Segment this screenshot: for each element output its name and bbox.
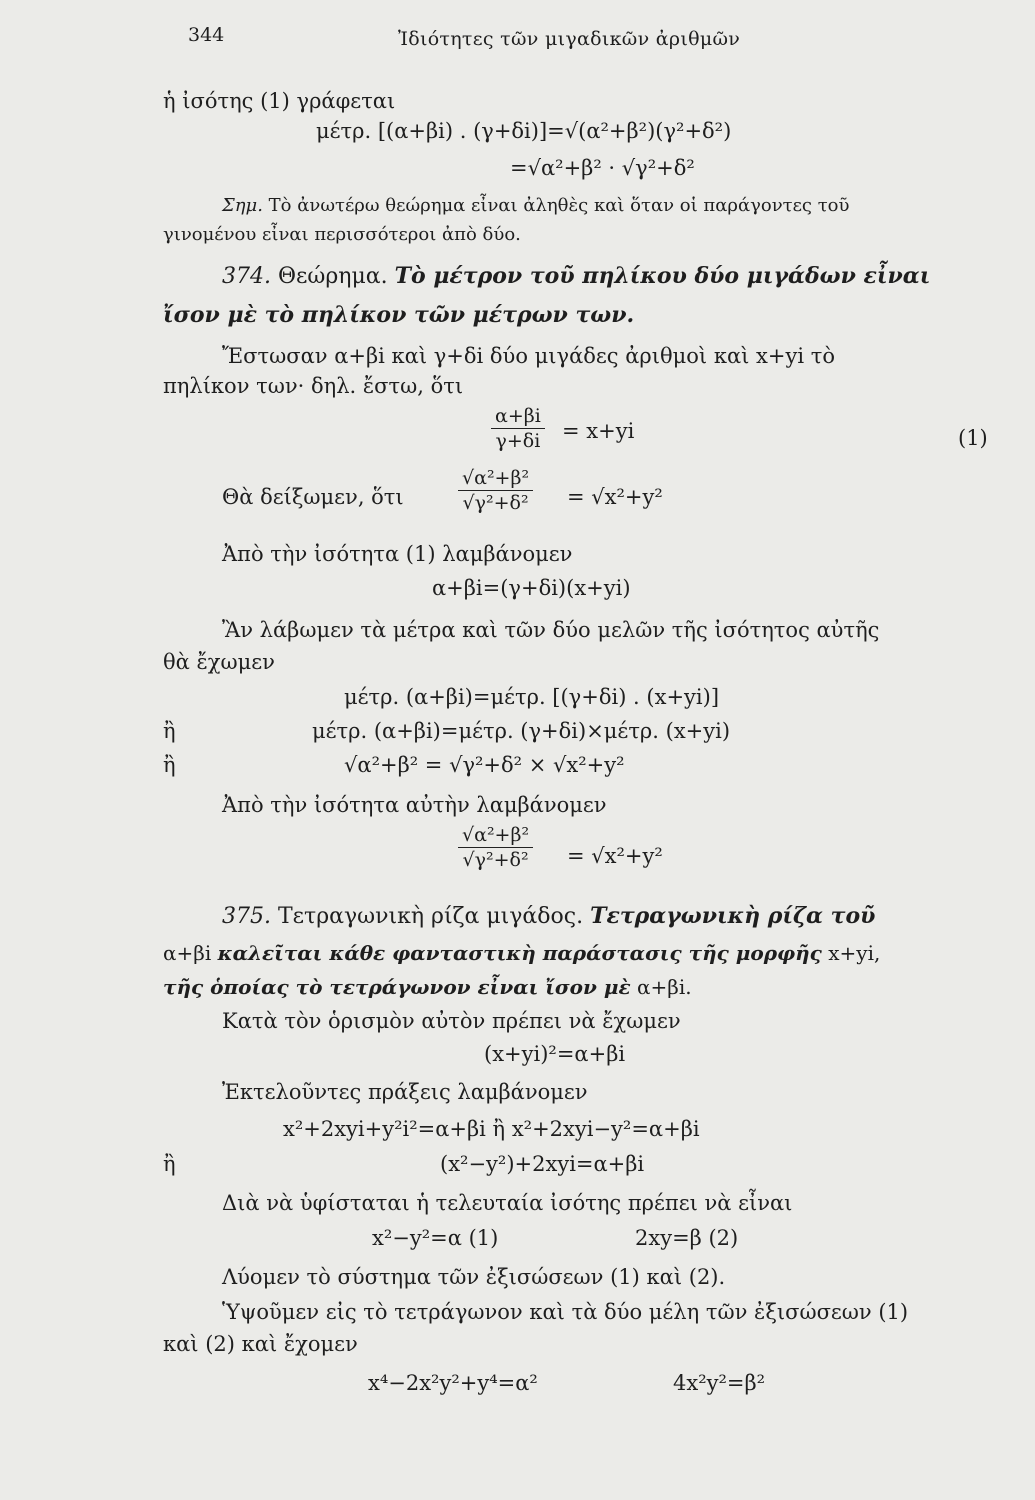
text-line: Ἀπὸ τὴν ἰσότητα αὐτὴν λαμβάνομεν xyxy=(222,793,607,817)
math-expression: α+βi xyxy=(163,941,212,965)
section-number: 375. xyxy=(222,904,271,929)
text-line: καὶ (2) καὶ ἔχομεν xyxy=(163,1332,358,1356)
numerator: √α²+β² xyxy=(458,466,533,491)
equation: μέτρ. (α+βi)=μέτρ. [(γ+δi) . (x+yi)] xyxy=(344,685,720,709)
equation: = √x²+y² xyxy=(567,485,663,509)
math-expression: x+yi, xyxy=(828,941,881,965)
text-line: Θὰ δείξωμεν, ὅτι xyxy=(222,485,404,509)
section-number: 374. xyxy=(222,264,271,289)
definition-line xyxy=(163,974,692,1000)
connective: ἢ xyxy=(163,1152,176,1176)
definition: τῆς ὁποίας τὸ τετράγωνον εἶναι ἴσον μὲ xyxy=(163,975,631,999)
text-line: Ἂν λάβωμεν τὰ μέτρα καὶ τῶν δύο μελῶν τῆς ἰσότητος αὐτῆς xyxy=(222,618,880,642)
equation: = x+yi xyxy=(562,419,635,443)
fraction xyxy=(458,466,533,515)
text-line: Διὰ νὰ ὑφίσταται ἡ τελευταία ἰσότης πρέπει νὰ εἶναι xyxy=(222,1191,793,1215)
note-text: γινομένου εἶναι περισσότεροι ἀπὸ δύο. xyxy=(163,224,521,245)
definition-line xyxy=(163,940,880,966)
section-374-heading xyxy=(222,263,930,290)
equation: (x²−y²)+2xyi=α+βi xyxy=(440,1152,645,1176)
text-line: ἡ ἰσότης (1) γράφεται xyxy=(163,89,396,113)
numerator: √α²+β² xyxy=(458,823,533,848)
definition: Τετραγωνικὴ ρίζα τοῦ xyxy=(590,903,876,929)
theorem-statement: ἴσον μὲ τὸ πηλίκον τῶν μέτρων των. xyxy=(163,302,635,328)
definition: καλεῖται κάθε φανταστικὴ παράστασις τῆς μορφῆς xyxy=(217,941,822,965)
section-title: Θεώρημα. xyxy=(277,264,388,289)
text-line: θὰ ἔχωμεν xyxy=(163,650,275,674)
equation: x⁴−2x²y²+y⁴=α² xyxy=(368,1371,538,1395)
denominator: √γ²+δ² xyxy=(462,849,529,871)
text-line: Ἔστωσαν α+βi καὶ γ+δi δύο μιγάδες ἀριθμοὶ καὶ x+yi τὸ xyxy=(222,344,835,368)
note xyxy=(222,193,849,219)
equation: α+βi=(γ+δi)(x+yi) xyxy=(432,576,631,600)
section-375-heading xyxy=(222,903,875,930)
equation: (x+yi)²=α+βi xyxy=(484,1042,626,1066)
denominator: γ+δi xyxy=(495,430,541,452)
math-expression: α+βi. xyxy=(637,975,692,999)
text-line: Ἀπὸ τὴν ἰσότητα (1) λαμβάνομεν xyxy=(222,542,573,566)
denominator: √γ²+δ² xyxy=(462,492,529,514)
equation: x²+2xyi+y²i²=α+βi ἢ x²+2xyi−y²=α+βi xyxy=(283,1117,700,1141)
text-line: Ὑψοῦμεν εἰς τὸ τετράγωνον καὶ τὰ δύο μέλη τῶν ἐξισώσεων (1) xyxy=(222,1300,909,1324)
text-line: Λύομεν τὸ σύστημα τῶν ἐξισώσεων (1) καὶ (2). xyxy=(222,1265,726,1289)
equation: x²−y²=α (1) xyxy=(372,1226,499,1250)
equation: 2xy=β (2) xyxy=(635,1226,739,1250)
equation: =√α²+β² · √γ²+δ² xyxy=(510,156,695,180)
section-title: Τετραγωνικὴ ρίζα μιγάδος. xyxy=(277,904,584,929)
numerator: α+βi xyxy=(491,404,545,429)
text-line: πηλίκον των· δηλ. ἔστω, ὅτι xyxy=(163,374,464,398)
note-text: Τὸ ἀνωτέρω θεώρημα εἶναι ἀληθὲς καὶ ὅταν οἱ παράγοντες τοῦ xyxy=(268,195,850,216)
note-label: Σημ. xyxy=(222,195,263,216)
theorem-statement: Τὸ μέτρον τοῦ πηλίκου δύο μιγάδων εἶναι xyxy=(394,263,931,289)
equation: = √x²+y² xyxy=(567,844,663,868)
equation: μέτρ. [(α+βi) . (γ+δi)]=√(α²+β²)(γ²+δ²) xyxy=(316,119,732,143)
fraction xyxy=(458,823,533,872)
text-line: Κατὰ τὸν ὁρισμὸν αὐτὸν πρέπει νὰ ἔχωμεν xyxy=(222,1009,681,1033)
connective: ἢ xyxy=(163,753,176,777)
equation: 4x²y²=β² xyxy=(673,1371,766,1395)
fraction xyxy=(491,404,545,453)
equation-label: (1) xyxy=(958,426,988,450)
text-line: Ἐκτελοῦντες πράξεις λαμβάνομεν xyxy=(222,1080,588,1104)
running-title: Ἰδιότητες τῶν μιγαδικῶν ἀριθμῶν xyxy=(398,28,741,50)
equation: √α²+β² = √γ²+δ² × √x²+y² xyxy=(344,753,625,777)
equation: μέτρ. (α+βi)=μέτρ. (γ+δi)×μέτρ. (x+yi) xyxy=(312,719,731,743)
page-number: 344 xyxy=(188,24,225,46)
connective: ἢ xyxy=(163,719,176,743)
